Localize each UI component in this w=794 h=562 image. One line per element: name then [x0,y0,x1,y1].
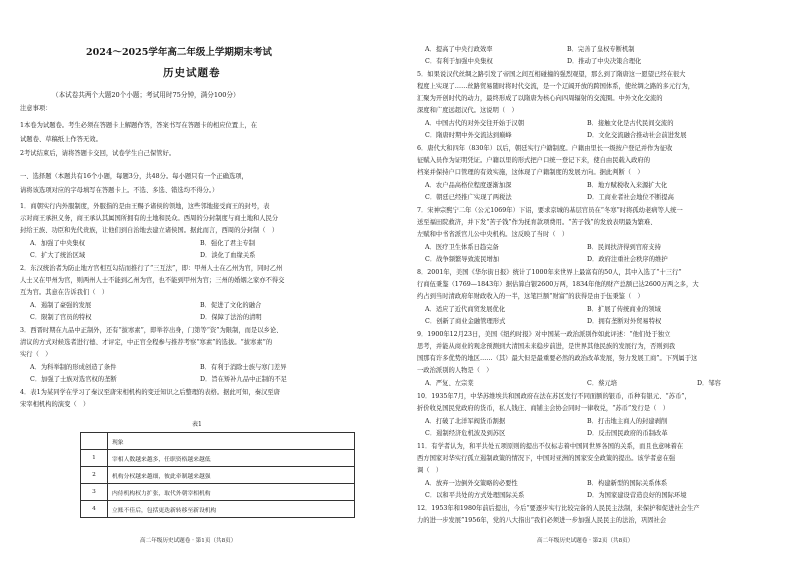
option-c[interactable]: C．隋唐时期中外交流达到巅峰 [425,132,512,139]
question-line: 折价收兑国民党政府的货币，私人钱庄、商铺主会协会同时一律收兑，“苏币”发行是（ ） [417,405,670,412]
option-b[interactable]: B．促进了文化的融合 [200,302,262,309]
option-a[interactable]: A．加强了中央集权 [30,240,85,247]
table-header-row [81,433,355,450]
question-line: 封给王族、功臣和先代贵族，让他们到自治地去建立诸侯国。据此而言，西周的分封制（ ） [20,227,279,234]
option-d[interactable]: D．旨在矫补九品中正制的不足 [200,376,287,383]
question-line: 10．1935年7月，中华苏维埃共和国政府在法在苏区发行不同面额的银币，币种有银元、“苏币”， [417,393,691,400]
question-line: 清议的方式对候选者进行德、才评定，中正官全程参与推荐考察“寒素”的选拔。“拔寒素”的 [20,339,273,346]
option-a[interactable]: A．医疗卫生体系日趋完备 [425,244,499,251]
option-d[interactable]: D．为国家建设营造良好的国际环境 [587,492,687,499]
question-line: 8．2001年，美国《华尔街日报》统计了1000年来世界上最富有的50人，其中入选了“十三行” [417,269,682,276]
page-footer-right: 高二年级历史试题卷 · 第2页（共8页） [537,538,634,544]
question-line: 一政治派别的人物是（ ） [417,367,493,374]
option-a[interactable]: A．严复、左宗棠 [425,380,474,387]
question-line: 6．唐代大和四年（830年）以后，朝廷实行户籍制度。户籍由里长一级按户登记并作为征收 [417,145,673,152]
option-a[interactable]: A．遏制了豪强的发展 [30,302,92,309]
option-d[interactable]: D．反击国民政府的币制改革 [587,430,668,437]
option-d[interactable]: D．淡化了血缘关系 [200,252,256,259]
option-d[interactable]: D．邹容 [697,380,721,387]
option-b[interactable]: B．地方赋税收入来源扩大化 [587,182,668,189]
option-b[interactable]: B．强化了君主专制 [200,240,256,247]
question-line: 5．如果说汉代丝绸之路引发了帝国之间互相碰撞的强烈观望，那么到了隋唐这一愿望已经在很大 [417,71,686,78]
question-line: 约占到当时清政府年财政收入的一半，这笔巨额“财富”的获得是由于伍秉鉴（ ） [417,293,644,300]
question-line: 送至福田院救济，并下发“苦子钱”作为抚育款项费用。“苦子钱”的发放表明最为繁难、 [417,219,657,226]
question-line: 程度上实现了……丝路贸易随时将时代交流，是一个辽阔开放的跨国体系，使丝绸之路的多元行为， [417,83,695,90]
question-line: 思考，并能从商业的观念预测到大清国未来稳步前进，是世界其他民族的发展行为，否则到我 [417,343,676,350]
question-line: 征赋入员作为证明凭证。户籍以里的形式把户口统一登记下来，使自由民载入政府的 [417,157,650,164]
option-c[interactable]: C．蔡元培 [587,380,618,387]
table-cell [81,433,108,450]
option-c[interactable]: C．加强了士族对选官权的垄断 [30,376,117,383]
question-line: 7．宋神宗熙宁二年（公元1069年）下诏，要求京城的基层官员在“冬寒”时将孤幼老病等人统一 [417,207,683,214]
option-d[interactable]: D．保障了法治的清明 [200,314,262,321]
question-line: 调（ ） [417,467,443,474]
option-c[interactable]: C．战争频繁导致流民增加 [425,256,500,263]
option-b[interactable]: B．接触文化是古代民间交流的 [587,120,674,127]
option-a[interactable]: A．放弃一边倒外交策略的必要性 [425,480,518,487]
option-a[interactable]: A．农户品高格位程度逐渐加深 [425,182,512,189]
page-footer-left: 高二年级历史试题卷 · 第1页（共8页） [140,538,237,544]
table-row [81,501,355,518]
question-line: 行商伍秉鉴（1769—1843年）据估算白银2600万两，1834年他的财产总额已达2600万两之多，大 [417,281,699,288]
question-line: 人士又在甲州为官，则两州人士不能到乙州为官，也不能到甲州为官；三州的婚姻之家亦不得交 [20,277,285,284]
option-b[interactable]: B．打击地主商人的封建剥削 [587,418,668,425]
option-c[interactable]: C．有利于加强中央集权 [425,58,493,65]
option-a[interactable]: A．为科举制的形成创造了条件 [30,364,117,371]
option-c[interactable]: C．以和平共处的方式处理国际关系 [425,492,525,499]
option-a[interactable]: A．提高了中央行政效率 [425,46,493,53]
question-line: 西方国家对华实行孤立遏制政策的情况下，中国对亚洲的国家安全政策的提出。该学者意在强 [417,455,676,462]
question-line: 档案并保持户口管理的有效实施，这体现了户籍制度的发展方向。据此判断（ ） [417,169,644,176]
option-d[interactable]: D．文化交流融合推动社会前进发展 [587,132,687,139]
section1-heading-cont: 请将该选项对应的字母填写在答题卡上。不选、多选、错选均不得分。） [20,187,219,194]
table-cell-text: 宰相人数越来越多，任职资格越来越低 [108,450,355,467]
notice-title: 注意事项： [20,105,52,112]
question-line: 12．1953年和1980年前后提出，今后“要逐步实行比较完备的人民民主法制，来保护和促进社会生产 [417,505,700,512]
exam-subject: 历史试题卷 [163,67,221,79]
option-b[interactable]: B．扩展了传统商业的领域 [587,306,661,313]
right-column [397,0,794,562]
option-b[interactable]: B．完善了皇权专断机制 [567,46,635,53]
question-line: 国那有许多优势的地区……（其）最大但是最重要必然的政治改革发展，努力发展工商”。下列属于这 [417,355,698,362]
table-cell-num: 1 [81,450,108,467]
question-line: 宋宰相机构的演变（ ） [20,401,90,408]
option-d[interactable]: D．推动了中央决策合理化 [567,58,642,65]
question-line: 3．西晋时期在九品中正制外，还有“拔寒素”，即举荐出身，门第等“资”为限制，而是以乡论、 [20,327,283,334]
option-d[interactable]: D．政府注重社会秩序的维护 [587,256,668,263]
option-d[interactable]: D．工商业者社会地位不断提高 [587,194,674,201]
option-c[interactable]: C．限制了官员的特权 [30,314,92,321]
question-line: 1．商朝实行内外服制度，外服指的是由王赐予诸侯的领地，这些邻地接受商王的封号，表 [20,203,270,210]
option-b[interactable]: B．构建新型的国际关系体系 [587,480,668,487]
option-c[interactable]: C．扩大了统治区域 [30,252,86,259]
question-line: 汇聚为开创时代的动力，最终形成了以隋唐为核心向四周辐射的交流圈。中外文化交流的 [417,95,663,102]
question-line: 4．表1为某同学在学习了秦汉至唐宋相机构的变迁知识之后整理的表格。据此可知，秦汉至唐 [20,389,280,396]
table-cell-num: 3 [81,484,108,501]
question-line: 实行（ ） [20,351,52,358]
table-row [81,484,355,501]
option-b[interactable]: B．有利于消除士族与寒门差异 [200,364,287,371]
notice-1: 1本卷为试题卷。考生必须在答题卡上解题作答，答案书写在答题卡的相应位置上，在 [20,122,257,129]
option-c[interactable]: C．遏制经济危机波及到苏区 [425,430,506,437]
question-line: 力的进一步发展”1956年，党的八大指出“我们必须进一步加强人民民主的法治，巩固社会 [417,517,667,524]
option-a[interactable]: A．打破了北洋军阀货币割据 [425,418,506,425]
section1-heading: 一、选择题（本题共有16个小题，每题3分，共48分。每小题只有一个正确选项， [20,173,248,180]
question-line: 9．1900年12月23日，美国《纽约时报》对中国某一政治派别作如此评述：“他们处于独立 [417,331,671,338]
table-cell-text: 立账不佳后，包括更迭新转移至新设机构 [108,501,355,518]
option-b[interactable]: B．民间扶济得到官府支持 [587,244,661,251]
exam-info: （本试卷共两个大题20个小题；考试用时75分钟，满分100分） [52,91,240,99]
question-line: 左赋和中书省派官儿公中央机构。这反映了当时（ ） [417,231,569,238]
question-line: 深度和广度远超汉代。这说明（ ） [417,107,518,114]
table-row [81,450,355,467]
exam-title: 2024～2025学年高二年级上学期期末考试 [86,47,272,58]
table-cell-num: 2 [81,467,108,484]
question-line: 示对商王承担义务，商王承认其属国所拥有的土地和民众。西周的分封制度与商土地和人民分 [20,215,279,222]
question-line: 互为官。其意在告诉我们（ ） [20,289,109,296]
option-c[interactable]: C．朝廷已经推广实现了两税法 [425,194,512,201]
notice-1-cont: 试题卷、草稿纸上作答无效。 [20,136,102,143]
table-cell-num: 4 [81,501,108,518]
table-cell-text: 内侍机构权力扩张，取代外朝宰相机构 [108,484,355,501]
option-a[interactable]: A．中国古代的对外交往开始于汉朝 [425,120,525,127]
question-line: 2．东汉统治者为防止地方官相互勾结而推行了“三互法”，即：甲州人士在乙州为官，同时乙州 [20,265,283,272]
option-a[interactable]: A．适应了近代商贸发展优化 [425,306,506,313]
table-cell-text: 机构分权越来越细，彼此牵制越来越强 [108,467,355,484]
table-header: 现象 [108,433,355,450]
option-c[interactable]: C．创新了商业金融管理形式 [425,318,506,325]
table-row [81,467,355,484]
table-caption: 表1 [192,421,202,428]
option-d[interactable]: D．拥有垄断对外贸易特权 [587,318,662,325]
question-line: 11．有学者认为，和平共处五项原则的提出不仅标志着中国同世界各国的关系，而且也意味着在 [417,443,684,450]
notice-2: 2考试结束后，请将答题卡交回，试卷学生自己保管好。 [20,150,176,157]
data-table [80,432,355,518]
